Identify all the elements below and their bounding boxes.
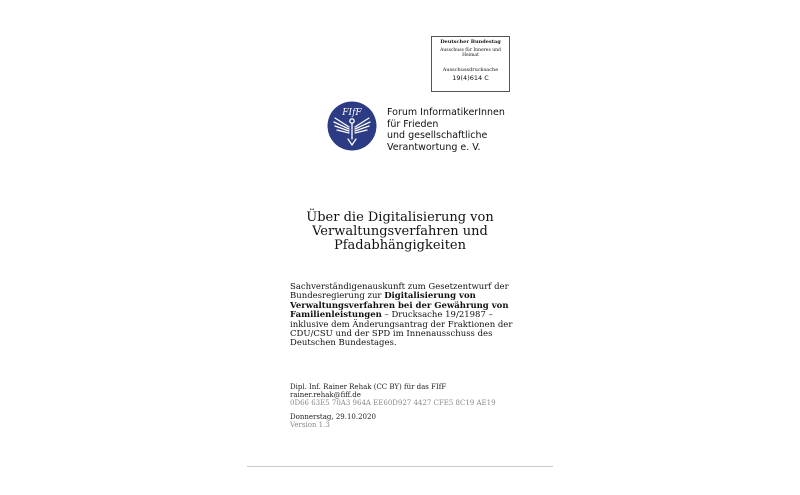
document-title	[250, 211, 550, 253]
author-email[interactable]: rainer.rehak@fiff.de	[290, 391, 361, 399]
document-version: Version 1.3	[290, 421, 330, 429]
abstract-details: – Drucksache 19/21987 – inklusive dem Änderungsantrag der Fraktionen der CDU/CSU und der SPD im Innenausschuss des Deutschen Bundestages.	[290, 310, 513, 349]
organization-line: Forum InformatikerInnen	[387, 107, 505, 118]
author-block	[290, 383, 496, 407]
stamp-doctype: Ausschussdrucksache	[442, 67, 499, 73]
abstract-intro: Sachverständigenauskunft zum Gesetzentwurf der Bundesregierung zur	[290, 282, 509, 302]
title-line: Verwaltungsverfahren und	[312, 224, 488, 239]
organization-name	[387, 107, 505, 153]
date-block	[290, 413, 376, 429]
committee-stamp	[431, 36, 510, 92]
svg-text:FIfF: FIfF	[342, 108, 362, 118]
organization-line: und gesellschaftliche	[387, 130, 488, 141]
organization-line: Verantwortung e. V.	[387, 141, 481, 153]
stamp-number: 19(4)614 C	[452, 74, 489, 82]
page-divider	[247, 466, 553, 467]
author-name: Dipl. Inf. Rainer Rehak (CC BY) für das FIfF	[290, 383, 447, 391]
title-line: Über die Digitalisierung von	[306, 210, 494, 225]
title-line: Pfadabhängigkeiten	[333, 238, 467, 253]
abstract-law-title: Digitalisierung von Verwaltungsverfahren bei der Gewährung von Familienleistungen	[290, 291, 509, 321]
document-date: Donnerstag, 29.10.2020	[290, 413, 376, 421]
stamp-committee: Ausschuss für Inneres und Heimat	[440, 48, 501, 58]
fiff-eagle-logo-icon	[327, 101, 377, 151]
pgp-fingerprint: 0D66 63E5 70A3 964A EE60D927 4427 CFE5 8C19 AE19	[290, 399, 496, 407]
stamp-parliament: Deutscher Bundestag	[440, 39, 501, 45]
document-abstract	[290, 283, 515, 349]
organization-line: für Frieden	[387, 118, 439, 130]
